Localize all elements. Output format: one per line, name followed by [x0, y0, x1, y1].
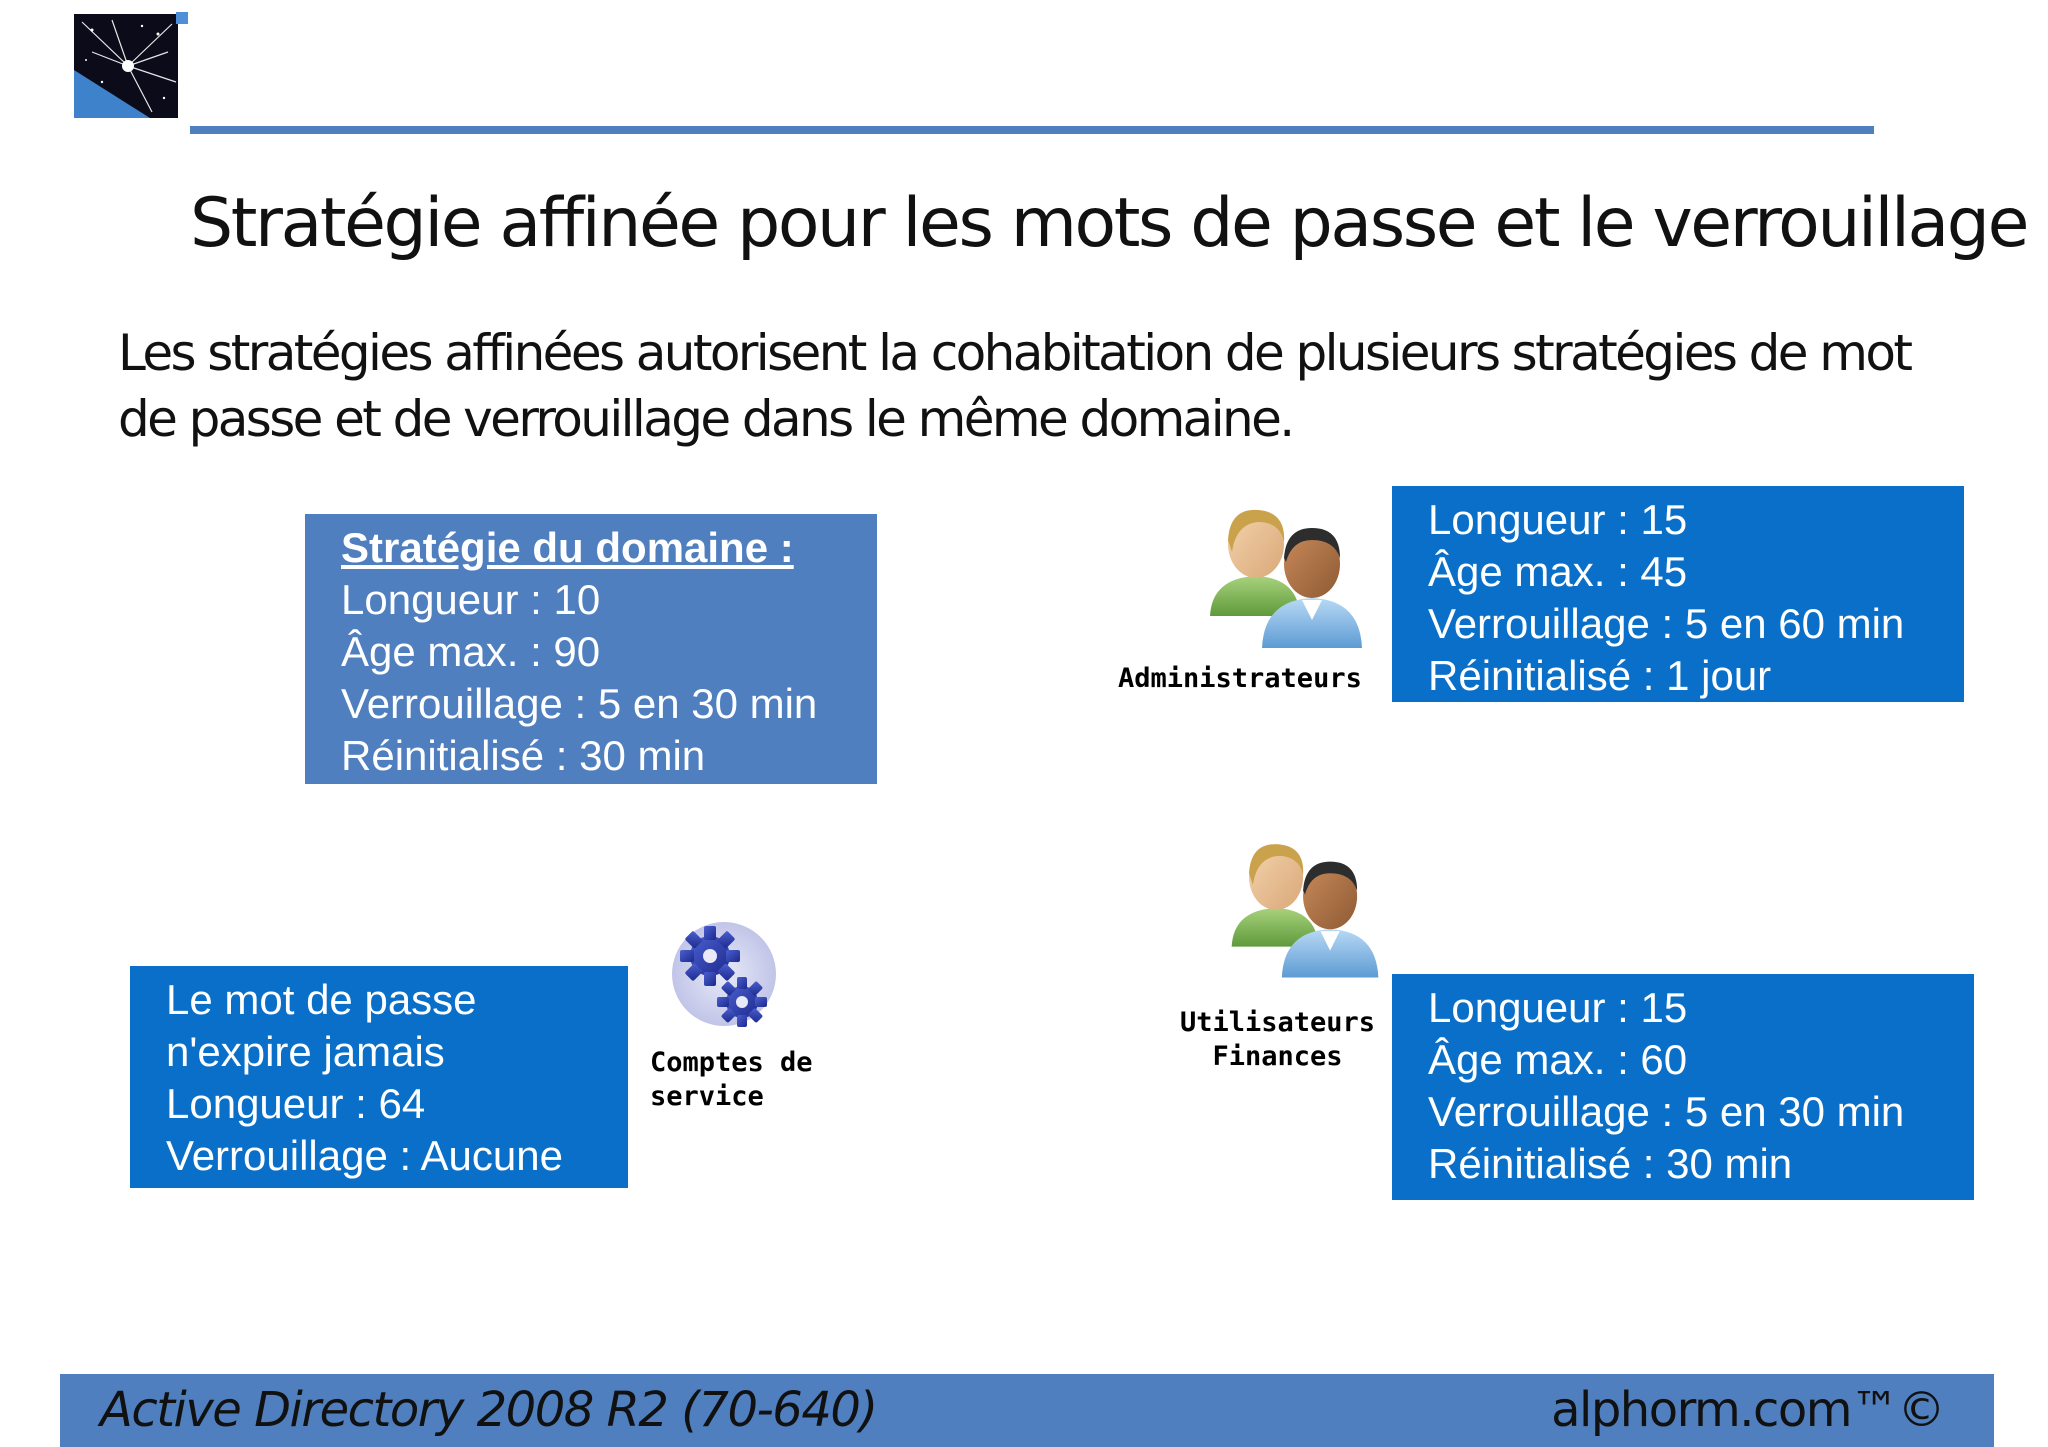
footer-brand: alphorm.com™© [1551, 1382, 1944, 1438]
slide-title: Stratégie affinée pour les mots de passe et le verrouillage [190, 184, 2028, 263]
users-group-icon [1222, 830, 1388, 986]
top-rule [190, 126, 1874, 134]
admins-policy-line: Verrouillage : 5 en 60 min [1428, 600, 1905, 647]
domain-policy-line: Verrouillage : 5 en 30 min [341, 680, 818, 727]
service-policy-line: n'expire jamais [166, 1028, 445, 1075]
logo-icon [72, 12, 190, 122]
domain-policy-box [305, 514, 877, 784]
gears-icon [664, 912, 784, 1040]
service-caption [650, 1046, 813, 1114]
admins-caption: Administrateurs [1118, 663, 1362, 694]
service-caption-line: service [650, 1081, 764, 1112]
finance-caption-line: Finances [1212, 1041, 1343, 1072]
domain-policy-line: Longueur : 10 [341, 576, 601, 623]
service-policy-line: Le mot de passe [166, 976, 477, 1023]
users-group-icon [1200, 496, 1372, 656]
finance-policy-box [1392, 974, 1974, 1200]
domain-policy-heading: Stratégie du domaine : [341, 524, 794, 571]
finance-policy-line: Verrouillage : 5 en 30 min [1428, 1088, 1905, 1135]
admins-policy-line: Réinitialisé : 1 jour [1428, 652, 1772, 699]
footer-course-title: Active Directory 2008 R2 (70-640) [100, 1382, 877, 1438]
service-policy-box [130, 966, 628, 1188]
finance-caption-line: Utilisateurs [1180, 1007, 1376, 1038]
finance-policy-line: Réinitialisé : 30 min [1428, 1140, 1793, 1187]
service-policy-line: Verrouillage : Aucune [166, 1132, 563, 1179]
admins-policy-line: Longueur : 15 [1428, 496, 1688, 543]
admins-policy-box [1392, 486, 1964, 702]
finance-caption [1180, 1006, 1375, 1074]
intro-text: Les stratégies affinées autorisent la cohabitation de plusieurs stratégies de mot de passe et de verrouillage dans le même domaine. [118, 324, 1911, 448]
service-policy-line: Longueur : 64 [166, 1080, 426, 1127]
service-caption-line: Comptes de [650, 1047, 813, 1078]
finance-policy-line: Âge max. : 60 [1428, 1036, 1688, 1083]
domain-policy-line: Âge max. : 90 [341, 628, 601, 675]
finance-policy-line: Longueur : 15 [1428, 984, 1688, 1031]
admins-policy-line: Âge max. : 45 [1428, 548, 1688, 595]
footer-bar [60, 1374, 1994, 1447]
domain-policy-line: Réinitialisé : 30 min [341, 732, 706, 779]
